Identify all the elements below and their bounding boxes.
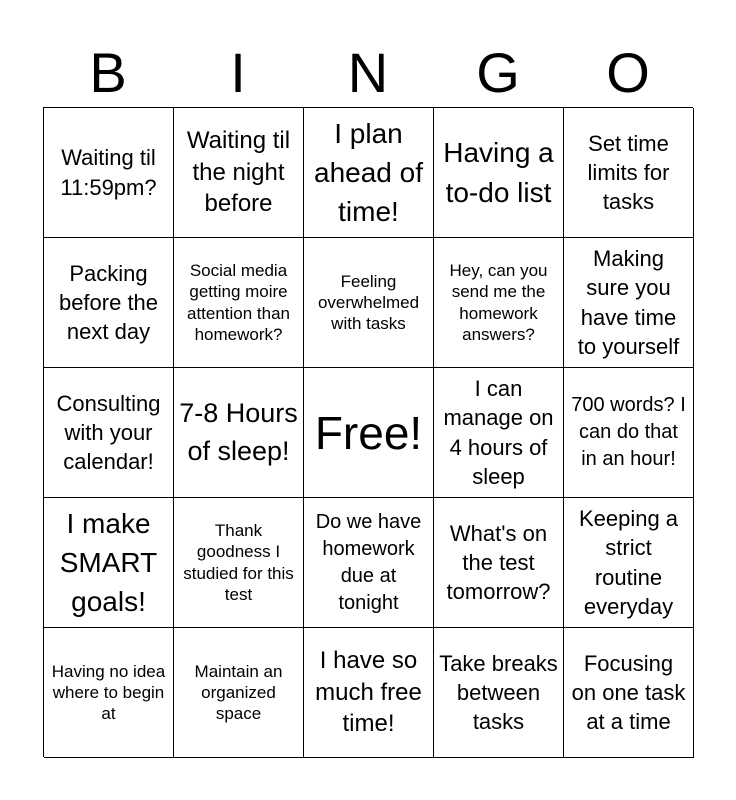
header-letter-n: N [347,41,389,104]
bingo-cell[interactable]: Maintain an organized space [174,628,304,758]
header-letter-g: G [476,41,520,104]
bingo-cell[interactable]: What's on the test tomorrow? [434,498,564,628]
bingo-header [43,40,693,106]
bingo-cell[interactable]: Take breaks between tasks [434,628,564,758]
bingo-cell[interactable]: Do we have homework due at tonight [304,498,434,628]
bingo-cell[interactable]: Thank goodness I studied for this test [174,498,304,628]
bingo-cell[interactable]: Feeling overwhelmed with tasks [304,238,434,368]
bingo-cell[interactable]: Having no idea where to begin at [44,628,174,758]
bingo-board [43,107,693,757]
bingo-cell[interactable]: Waiting til 11:59pm? [44,108,174,238]
bingo-cell[interactable]: I make SMART goals! [44,498,174,628]
bingo-cell[interactable]: Making sure you have time to yourself [564,238,694,368]
bingo-cell[interactable]: I have so much free time! [304,628,434,758]
bingo-cell[interactable]: Social media getting moire attention than homework? [174,238,304,368]
bingo-cell[interactable]: Hey, can you send me the homework answers? [434,238,564,368]
bingo-cell[interactable]: Consulting with your calendar! [44,368,174,498]
bingo-cell[interactable]: Waiting til the night before [174,108,304,238]
header-letter-i: I [230,41,246,104]
bingo-cell[interactable]: Focusing on one task at a time [564,628,694,758]
bingo-cell[interactable]: I plan ahead of time! [304,108,434,238]
bingo-cell[interactable]: Set time limits for tasks [564,108,694,238]
bingo-cell[interactable]: 700 words? I can do that in an hour! [564,368,694,498]
free-space-cell[interactable]: Free! [304,368,434,498]
header-letter-o: O [606,41,650,104]
bingo-cell[interactable]: Having a to-do list [434,108,564,238]
bingo-cell[interactable]: I can manage on 4 hours of sleep [434,368,564,498]
header-letter-b: B [89,41,127,104]
bingo-cell[interactable]: Keeping a strict routine everyday [564,498,694,628]
bingo-cell[interactable]: Packing before the next day [44,238,174,368]
bingo-cell[interactable]: 7-8 Hours of sleep! [174,368,304,498]
